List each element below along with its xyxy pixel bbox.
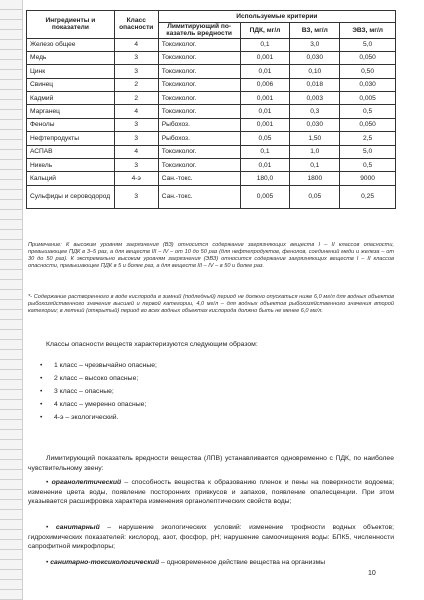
table-row xyxy=(27,65,396,78)
cell-evz: 0,25 xyxy=(340,185,396,208)
cell-vz: 0,1 xyxy=(290,159,340,172)
term-sanitary-toxicological: санитарно-токсикологический xyxy=(50,559,160,566)
header-evz: ЭВЗ, мг/л xyxy=(340,23,396,39)
cell-limiting-indicator: Токсиколог. xyxy=(158,105,240,118)
cell-ingredient: Кадмий xyxy=(27,92,115,105)
cell-limiting-indicator: Сан.-токс. xyxy=(158,185,240,208)
cell-limiting-indicator: Токсиколог. xyxy=(158,145,240,158)
cell-pdk: 0,01 xyxy=(240,159,290,172)
table-row xyxy=(27,38,396,51)
cell-pdk: 0,05 xyxy=(240,132,290,145)
header-criteria-group: Используемые критерии xyxy=(158,11,395,23)
criteria-table xyxy=(26,10,396,209)
cell-ingredient: Фенолы xyxy=(27,118,115,131)
table-row xyxy=(27,172,396,185)
table-row xyxy=(27,51,396,64)
cell-ingredient: АСПАВ xyxy=(27,145,115,158)
cell-vz: 0,3 xyxy=(290,105,340,118)
table-row xyxy=(27,185,396,208)
list-item: • 3 класс – опасные; xyxy=(40,386,157,399)
cell-vz: 1800 xyxy=(290,172,340,185)
cell-limiting-indicator: Токсиколог. xyxy=(158,65,240,78)
cell-evz: 0,005 xyxy=(340,92,396,105)
note-oxygen: *- Содержание растворенного в воде кислорода в зимний (подледный) период не должно опускаться ниже 6,0 мг/л для водных объектов рыбохозяйственного значения высшей и первой категории, 4,0 мг/л – для водных объектов рыбохозяйственного значения второй категории; в летний (открытый) период во всех водных объектах кислорода должно быть не менее 6,0 мг/л. xyxy=(28,294,394,315)
cell-evz: 5,0 xyxy=(340,38,396,51)
cell-ingredient: Сульфиды и сероводород xyxy=(27,185,115,208)
cell-ingredient: Железо общее xyxy=(27,38,115,51)
term-organoleptic: органолептический xyxy=(51,479,122,486)
header-hazard-class: Класс опасности xyxy=(114,11,158,39)
cell-hazard-class: 4 xyxy=(114,145,158,158)
cell-ingredient: Нефтепродукты xyxy=(27,132,115,145)
cell-vz: 0,003 xyxy=(290,92,340,105)
cell-hazard-class: 3 xyxy=(114,132,158,145)
cell-limiting-indicator: Токсиколог. xyxy=(158,38,240,51)
list-item: • 2 класс – высоко опасные; xyxy=(40,373,157,386)
page-number: 10 xyxy=(368,570,376,577)
classes-intro: Классы опасности веществ характеризуются следующим образом: xyxy=(46,341,258,348)
paragraph-organoleptic: • органолептический – способность вещества к образованию пленок и пены на поверхности водоема; изменение цвета воды, появление посторонних привкусов и запахов, появление опалесценции. При этом указывается расшифровка характера изменения органолептических свойств воды; xyxy=(28,479,394,506)
cell-limiting-indicator: Сан.-токс. xyxy=(158,172,240,185)
cell-ingredient: Свинец xyxy=(27,78,115,91)
cell-limiting-indicator: Токсиколог. xyxy=(158,92,240,105)
header-pdk: ПДК, мг/л xyxy=(240,23,290,39)
cell-pdk: 0,005 xyxy=(240,185,290,208)
cell-hazard-class: 4 xyxy=(114,105,158,118)
cell-evz: 0,5 xyxy=(340,105,396,118)
cell-hazard-class: 3 xyxy=(114,159,158,172)
cell-pdk: 180,0 xyxy=(240,172,290,185)
lpv-intro: Лимитирующий показатель вредности вещества (ЛПВ) устанавливается одновременно с ПДК, по наиболее чувствительному звену: xyxy=(28,455,394,472)
cell-vz: 1,0 xyxy=(290,145,340,158)
cell-evz: 5,0 xyxy=(340,145,396,158)
cell-evz: 0,050 xyxy=(340,118,396,131)
cell-limiting-indicator: Рыбохоз. xyxy=(158,118,240,131)
text-sanitary-toxicological: – одновременное действие вещества на организмы xyxy=(159,559,326,566)
cell-hazard-class: 2 xyxy=(114,78,158,91)
cell-evz: 0,050 xyxy=(340,51,396,64)
cell-pdk: 0,01 xyxy=(240,105,290,118)
cell-evz: 0,50 xyxy=(340,65,396,78)
cell-evz: 2,5 xyxy=(340,132,396,145)
cell-pdk: 0,006 xyxy=(240,78,290,91)
table-row xyxy=(27,132,396,145)
table-row xyxy=(27,92,396,105)
cell-vz: 0,018 xyxy=(290,78,340,91)
cell-evz: 9000 xyxy=(340,172,396,185)
note-pollution-levels: Примечание: К высоким уровням загрязнения (ВЗ) относится содержание загрязняющих веществ I – II классов опасности, превышающее ПДК в 3–5 раз, а для веществ III – IV – от 10 до 50 раз (для нефтепродуктов, фенолов, соединений меди и железа – от 30 до 50 раз). К экстремально высоким уровням загрязнения (ЭВЗ) относится содержание загрязняющих веществ I – II классов опасности, превышающее ПДК в 5 и более раз, а для веществ III – IV – в 50 и более раз. xyxy=(28,242,394,270)
cell-vz: 0,05 xyxy=(290,185,340,208)
table-row xyxy=(27,78,396,91)
list-item: • 4-э – экологический. xyxy=(40,412,157,425)
cell-ingredient: Марганец xyxy=(27,105,115,118)
cell-pdk: 0,001 xyxy=(240,118,290,131)
cell-vz: 0,10 xyxy=(290,65,340,78)
paragraph-sanitary: • санитарный – нарушение экологических условий: изменение трофности водных объектов; гидрохимических показателей: кислород, азот, фосфор, pH; нарушение самоочищения воды: БПК5, численности сапрофитной микрофлоры; xyxy=(28,524,394,551)
text-organoleptic: – способность вещества к образованию пленок и пены на поверхности водоема; изменение цвета воды, появление посторонних привкусов и запахов, появление опалесценции. При этом указывается расшифровка характера изменения органолептических свойств воды; xyxy=(28,479,394,506)
cell-vz: 0,030 xyxy=(290,51,340,64)
cell-hazard-class: 3 xyxy=(114,51,158,64)
cell-hazard-class: 4 xyxy=(114,38,158,51)
cell-hazard-class: 3 xyxy=(114,118,158,131)
spiral-binding xyxy=(0,0,23,600)
cell-ingredient: Никель xyxy=(27,159,115,172)
table-row xyxy=(27,105,396,118)
cell-vz: 1,50 xyxy=(290,132,340,145)
text-sanitary: – нарушение экологических условий: изменение трофности водных объектов; гидрохимических показателей: кислород, азот, фосфор, pH; нарушение самоочищения воды: БПК5, численности сапрофитной микрофлоры; xyxy=(28,524,394,551)
cell-pdk: 0,1 xyxy=(240,38,290,51)
cell-pdk: 0,001 xyxy=(240,51,290,64)
cell-evz: 0,5 xyxy=(340,159,396,172)
cell-pdk: 0,001 xyxy=(240,92,290,105)
table-row xyxy=(27,118,396,131)
cell-vz: 0,030 xyxy=(290,118,340,131)
cell-ingredient: Цинк xyxy=(27,65,115,78)
cell-hazard-class: 3 xyxy=(114,185,158,208)
cell-hazard-class: 4-э xyxy=(114,172,158,185)
cell-limiting-indicator: Рыбохоз. xyxy=(158,132,240,145)
paragraph-sanitary-toxicological: • санитарно-токсикологический – одновременное действие вещества на организмы xyxy=(46,559,326,566)
hazard-class-list xyxy=(40,360,157,425)
cell-ingredient: Медь xyxy=(27,51,115,64)
header-ingredients: Ингредиенты и показатели xyxy=(27,11,115,39)
cell-evz: 0,030 xyxy=(340,78,396,91)
list-item: • 1 класс – чрезвычайно опасные; xyxy=(40,360,157,373)
table-body xyxy=(27,38,396,208)
cell-pdk: 0,01 xyxy=(240,65,290,78)
cell-limiting-indicator: Токсиколог. xyxy=(158,159,240,172)
header-limiting-indicator: Лимитирующий по-казатель вредности xyxy=(158,23,240,39)
cell-vz: 3,0 xyxy=(290,38,340,51)
cell-limiting-indicator: Токсиколог. xyxy=(158,78,240,91)
list-item: • 4 класс – умеренно опасные; xyxy=(40,399,157,412)
cell-limiting-indicator: Токсиколог. xyxy=(158,51,240,64)
cell-hazard-class: 2 xyxy=(114,92,158,105)
term-sanitary: санитарный xyxy=(55,524,100,531)
cell-ingredient: Кальций xyxy=(27,172,115,185)
cell-pdk: 0,1 xyxy=(240,145,290,158)
table-row xyxy=(27,159,396,172)
table-row xyxy=(27,145,396,158)
header-vz: ВЗ, мг/л xyxy=(290,23,340,39)
cell-hazard-class: 3 xyxy=(114,65,158,78)
